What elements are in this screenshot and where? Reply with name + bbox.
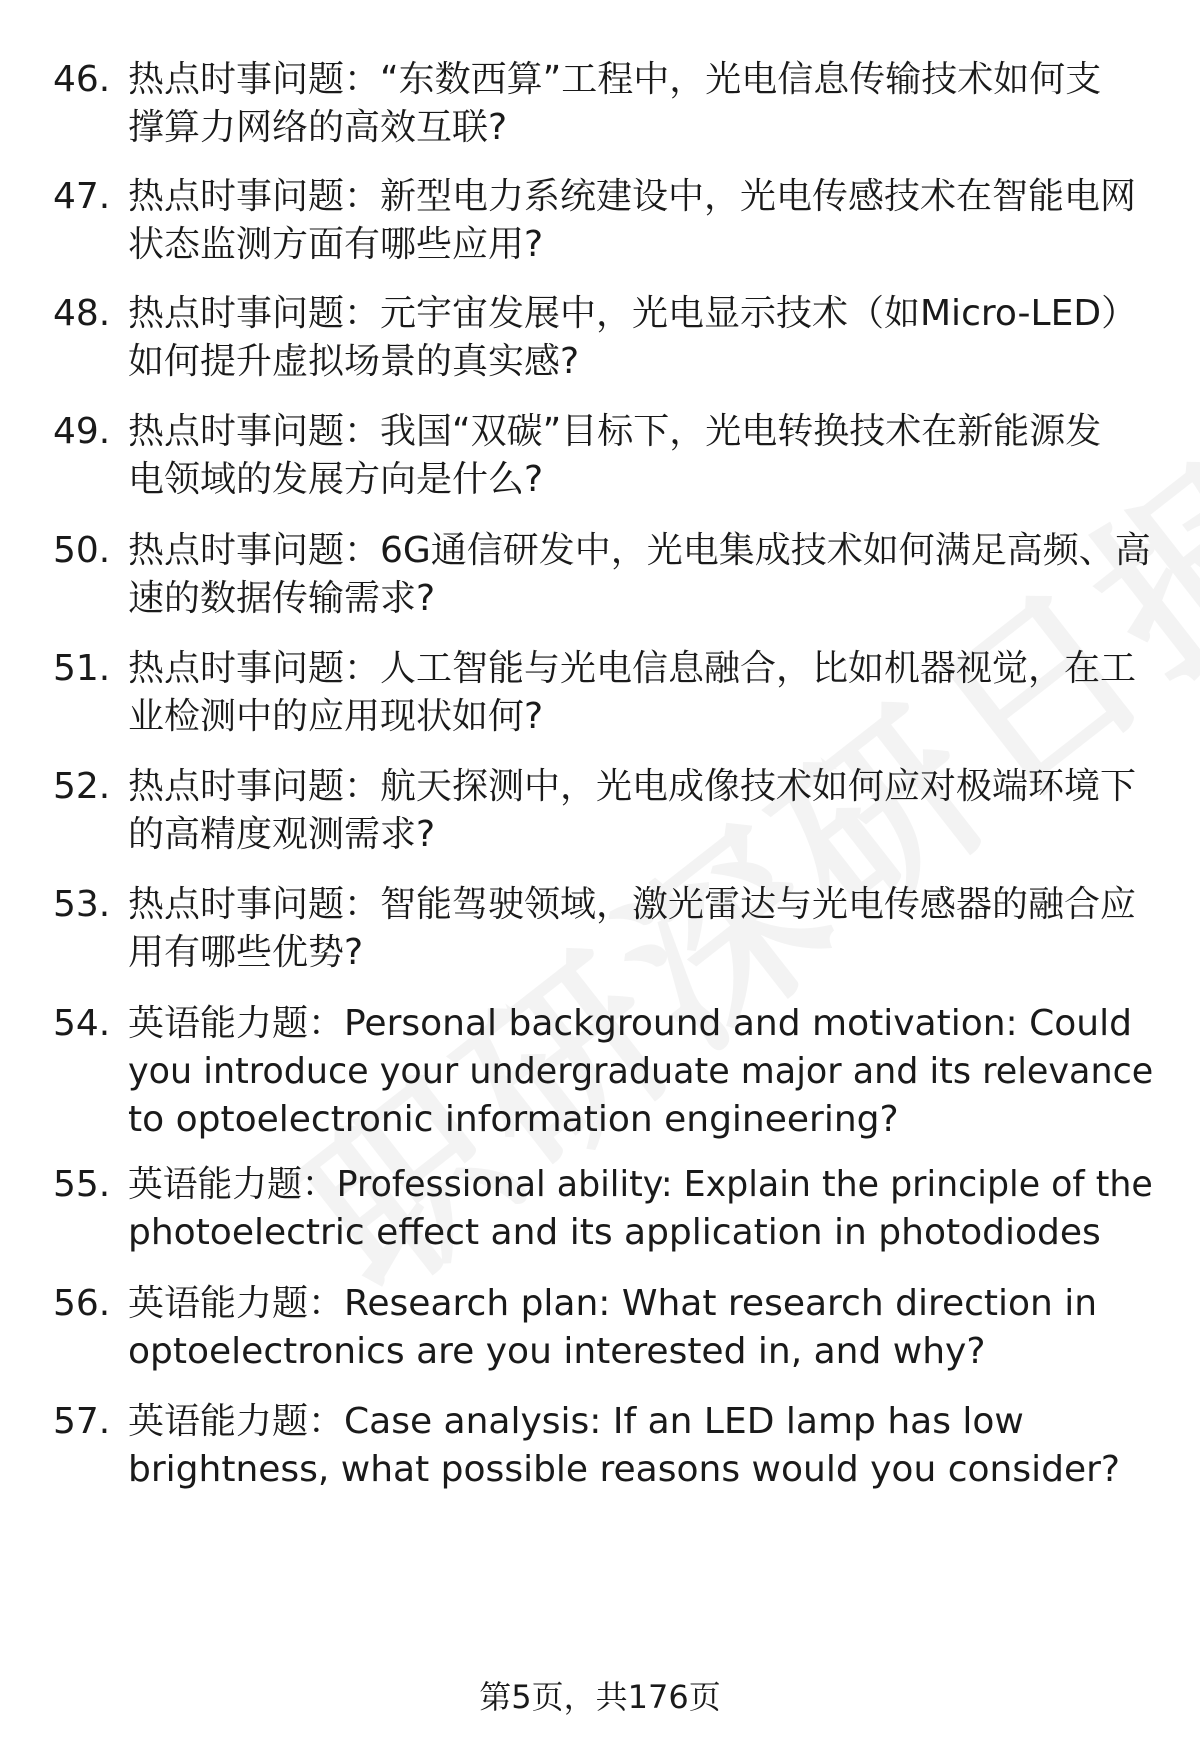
question-line: 热点时事问题：“东数西算”工程中，光电信息传输技术如何支 (128, 59, 1102, 100)
question-line: 英语能力题：Personal background and motivation: Could (128, 1003, 1132, 1044)
question-text (128, 408, 1153, 504)
question-line: 英语能力题：Research plan: What research direction in (128, 1283, 1098, 1324)
question-text (128, 645, 1153, 741)
question-line: 的高精度观测需求? (128, 814, 436, 855)
question-number: 54. (53, 1003, 111, 1044)
question-number: 56. (53, 1283, 111, 1324)
question-line: 热点时事问题：元宇宙发展中，光电显示技术（如Micro-LED） (128, 293, 1138, 334)
question-line: brightness, what possible reasons would you consider? (128, 1449, 1121, 1490)
question-line: 热点时事问题：航天探测中，光电成像技术如何应对极端环境下 (128, 766, 1137, 807)
page-footer: 第5页，共176页 (479, 1678, 721, 1716)
question-line: you introduce your undergraduate major and its relevance (128, 1051, 1154, 1092)
question-line: 速的数据传输需求? (128, 578, 436, 619)
question-line: 热点时事问题：我国“双碳”目标下，光电转换技术在新能源发 (128, 411, 1102, 452)
question-text (128, 1280, 1153, 1376)
question-number: 47. (53, 176, 111, 217)
question-line: 热点时事问题：6G通信研发中，光电集成技术如何满足高频、高 (128, 530, 1151, 571)
question-text (128, 290, 1153, 386)
question-line: 英语能力题：Case analysis: If an LED lamp has low (128, 1401, 1024, 1442)
question-line: photoelectric effect and its application in photodiodes (128, 1212, 1101, 1253)
question-line: 撑算力网络的高效互联? (128, 107, 508, 148)
question-line: 热点时事问题：新型电力系统建设中，光电传感技术在智能电网 (128, 176, 1137, 217)
question-line: 业检测中的应用现状如何? (128, 696, 544, 737)
question-text (128, 56, 1153, 152)
question-number: 49. (53, 411, 111, 452)
question-text (128, 173, 1153, 269)
question-number: 48. (53, 293, 111, 334)
question-text (128, 1161, 1153, 1257)
question-text (128, 881, 1153, 977)
question-text (128, 763, 1153, 859)
question-line: 热点时事问题：人工智能与光电信息融合，比如机器视觉，在工 (128, 648, 1137, 689)
question-text (128, 1398, 1153, 1494)
question-number: 46. (53, 59, 111, 100)
question-number: 51. (53, 648, 111, 689)
question-line: 热点时事问题：智能驾驶领域，激光雷达与光电传感器的融合应 (128, 884, 1137, 925)
question-number: 50. (53, 530, 111, 571)
question-number: 57. (53, 1401, 111, 1442)
question-number: 55. (53, 1164, 111, 1205)
question-line: to optoelectronic information engineering? (128, 1099, 899, 1140)
question-line: 电领域的发展方向是什么? (128, 459, 544, 500)
question-line: 英语能力题：Professional ability: Explain the principle of the (128, 1164, 1153, 1205)
question-line: 如何提升虚拟场景的真实感? (128, 341, 580, 382)
question-text (128, 527, 1153, 623)
question-line: 状态监测方面有哪些应用? (128, 224, 544, 265)
question-number: 53. (53, 884, 111, 925)
question-line: optoelectronics are you interested in, and why? (128, 1331, 986, 1372)
question-number: 52. (53, 766, 111, 807)
question-line: 用有哪些优势? (128, 932, 364, 973)
question-text (128, 1000, 1153, 1144)
